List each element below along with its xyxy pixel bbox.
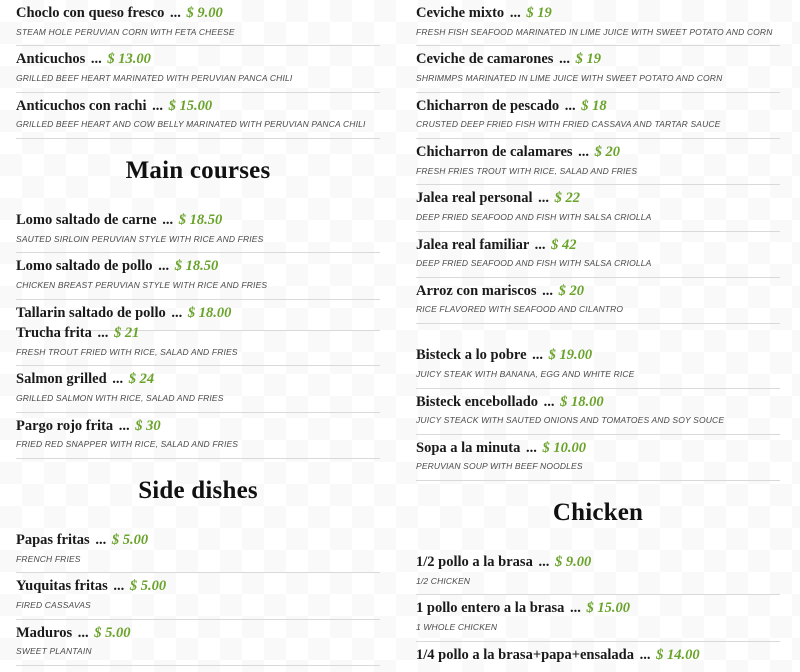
menu-item-separator: ... bbox=[538, 554, 550, 571]
menu-item-line bbox=[16, 50, 380, 70]
menu-item-separator: ... bbox=[532, 347, 543, 364]
menu-item-name: Jalea real familiar bbox=[416, 236, 530, 253]
menu-item-name: Chicharron de calamares bbox=[416, 143, 573, 160]
menu-item-separator: ... bbox=[569, 600, 581, 617]
menu-item bbox=[16, 253, 380, 299]
menu-item-name: Maduros bbox=[16, 624, 73, 641]
menu-item bbox=[16, 0, 380, 46]
menu-item-price: $ 9.00 bbox=[554, 554, 592, 571]
menu-item-description: RICE FLAVORED WITH SEAFOOD AND CILANTRO bbox=[416, 304, 624, 315]
menu-item-separator: ... bbox=[525, 439, 537, 456]
menu-item-price: $ 10.00 bbox=[542, 439, 586, 456]
menu-item-line bbox=[16, 577, 380, 597]
menu-item-description: SWEET PLANTAIN bbox=[16, 646, 92, 657]
menu-item-line bbox=[416, 4, 780, 24]
menu-item-price: $ 20 bbox=[594, 143, 621, 160]
menu-item-price: $ 30 bbox=[135, 417, 161, 434]
menu-item bbox=[416, 46, 780, 92]
menu-item bbox=[416, 435, 780, 481]
menu-item-line bbox=[416, 646, 780, 666]
menu-item-separator: ... bbox=[77, 624, 89, 641]
menu-item-separator: ... bbox=[112, 371, 124, 388]
menu-item-name: 1/4 pollo a la brasa+papa+ensalada bbox=[416, 646, 634, 663]
menu-item-line bbox=[16, 4, 380, 24]
menu-item-line bbox=[16, 624, 380, 644]
menu-item-line bbox=[416, 553, 780, 573]
menu-item-description: FRIED RED SNAPPER WITH RICE, SALAD AND FRIES bbox=[16, 439, 239, 450]
menu-item-price: $ 5.00 bbox=[111, 532, 149, 549]
menu-item bbox=[16, 320, 380, 366]
menu-item bbox=[416, 278, 780, 324]
menu-item-description: FRENCH FRIES bbox=[16, 553, 81, 564]
menu-item-description: GRILLED BEEF HEART AND COW BELLY MARINATED WITH PERUVIAN PANCA CHILI bbox=[16, 119, 366, 130]
menu-item-description: PERUVIAN SOUP WITH BEEF NOODLES bbox=[416, 461, 583, 472]
menu-item-line bbox=[416, 50, 780, 70]
menu-item-price: $ 18.50 bbox=[178, 211, 223, 228]
menu-item-separator: ... bbox=[578, 143, 590, 160]
menu-item-name: Ceviche mixto bbox=[416, 5, 505, 21]
menu-item-separator: ... bbox=[113, 578, 125, 595]
menu-item-price: $ 19 bbox=[526, 5, 552, 21]
menu-item-separator: ... bbox=[534, 236, 546, 253]
menu-item-name: Trucha frita bbox=[16, 325, 92, 342]
menu-item-name: Bisteck a lo pobre bbox=[416, 347, 527, 364]
menu-item-name: Anticuchos bbox=[16, 51, 86, 68]
section-spacer bbox=[416, 324, 780, 342]
menu-item-separator: ... bbox=[564, 97, 576, 114]
menu-item-separator: ... bbox=[538, 190, 550, 207]
menu-item-price: $ 9.00 bbox=[186, 5, 223, 21]
menu-item-line bbox=[416, 346, 780, 366]
menu-item-description: FRESH FRIES TROUT WITH RICE, SALAD AND FRIES bbox=[416, 165, 638, 176]
menu-item-line bbox=[416, 189, 780, 209]
menu-item-name: Papas fritas bbox=[16, 532, 90, 549]
menu-item-name: Lomo saltado de pollo bbox=[16, 258, 153, 275]
menu-item-separator: ... bbox=[162, 211, 174, 228]
menu-item-name: Sopa a la minuta bbox=[416, 439, 521, 456]
menu-item-separator: ... bbox=[509, 5, 521, 21]
menu-item bbox=[416, 139, 780, 185]
menu-item-name: 1/2 pollo a la brasa bbox=[416, 554, 533, 571]
menu-item-description: SHRIMMPS MARINATED IN LIME JUICE WITH SWEET POTATO AND CORN bbox=[416, 72, 723, 83]
menu-item-price: $ 18.00 bbox=[560, 393, 604, 410]
menu-item-line bbox=[16, 531, 380, 551]
menu-column-right bbox=[400, 0, 800, 663]
menu-item-price: $ 42 bbox=[551, 236, 577, 253]
menu-item-separator: ... bbox=[118, 417, 130, 434]
menu-item-description: JUICY STEAK WITH BANANA, EGG AND WHITE RICE bbox=[416, 368, 635, 379]
menu-item-price: $ 24 bbox=[128, 371, 155, 388]
menu-item bbox=[16, 46, 380, 92]
menu-item-name: Salmon grilled bbox=[16, 371, 107, 388]
menu-item-line bbox=[16, 370, 380, 390]
menu-item-line bbox=[416, 282, 780, 302]
menu-item bbox=[416, 389, 780, 435]
menu-item-description: GRILLED BEEF HEART MARINATED WITH PERUVIAN PANCA CHILI bbox=[16, 72, 293, 83]
menu-item-name: Choclo con queso fresco bbox=[16, 5, 165, 21]
menu-item-description: 1 WHOLE CHICKEN bbox=[416, 622, 498, 632]
menu-item-description: 1/2 CHICKEN bbox=[416, 575, 471, 586]
section-title-main-courses: Main courses bbox=[125, 156, 271, 184]
section-title-side-dishes: Side dishes bbox=[138, 477, 258, 505]
menu-item-line bbox=[416, 143, 780, 163]
menu-item bbox=[416, 232, 780, 278]
menu-item-price: $ 13.00 bbox=[107, 51, 151, 68]
menu-item bbox=[416, 93, 780, 139]
menu-item-price: $ 21 bbox=[113, 325, 140, 342]
menu-item bbox=[16, 413, 380, 459]
menu-item bbox=[416, 0, 780, 46]
menu-item-name: Pargo rojo frita bbox=[16, 417, 114, 434]
menu-item-line bbox=[416, 393, 780, 413]
menu-item-price: $ 19 bbox=[575, 51, 601, 68]
menu-item-name: 1 pollo entero a la brasa bbox=[416, 600, 565, 617]
menu-item-description: FRESH TROUT FRIED WITH RICE, SALAD AND FRIES bbox=[16, 346, 238, 357]
menu-item-price: $ 15.00 bbox=[168, 97, 213, 114]
menu-item bbox=[16, 366, 380, 412]
menu-item-line bbox=[16, 257, 380, 277]
menu-item-line bbox=[16, 211, 380, 231]
section-title-chicken: Chicken bbox=[552, 499, 644, 527]
menu-item-description: DEEP FRIED SEAFOOD AND FISH WITH SALSA CRIOLLA bbox=[416, 258, 652, 269]
menu-item-name: Ceviche de camarones bbox=[416, 51, 554, 68]
menu-item-name: Arroz con mariscos bbox=[416, 282, 537, 299]
menu-item-line bbox=[416, 236, 780, 256]
menu-item-line bbox=[416, 599, 780, 619]
menu-item-separator: ... bbox=[542, 282, 554, 299]
menu-item-separator: ... bbox=[97, 325, 109, 342]
menu-item-description: JUICY STEACK WITH SAUTED ONIONS AND TOMATOES AND SOY SOUCE bbox=[416, 415, 725, 426]
menu-item-price: $ 18.00 bbox=[187, 304, 232, 321]
menu-item-price: $ 5.00 bbox=[129, 578, 167, 595]
menu-item bbox=[16, 93, 380, 139]
menu-item-separator: ... bbox=[152, 97, 163, 114]
menu-item-name: Lomo saltado de carne bbox=[16, 211, 157, 228]
menu-item bbox=[416, 342, 780, 388]
menu-item-separator: ... bbox=[90, 51, 102, 68]
menu-item-description: STEAM HOLE PERUVIAN CORN WITH FETA CHEESE bbox=[16, 26, 235, 37]
menu-item-price: $ 5.00 bbox=[94, 624, 131, 641]
menu-item-name: Yuquitas fritas bbox=[16, 578, 108, 595]
menu-item-price: $ 18 bbox=[581, 97, 607, 114]
menu-item-description: DEEP FRIED SEAFOOD AND FISH WITH SALSA CRIOLLA bbox=[416, 211, 652, 222]
menu-item-separator: ... bbox=[95, 532, 107, 549]
menu-item-name: Jalea real personal bbox=[416, 190, 533, 207]
menu-item-name: Bisteck encebollado bbox=[416, 393, 539, 410]
menu-item-separator: ... bbox=[158, 258, 170, 275]
menu-item-description: CRUSTED DEEP FRIED FISH WITH FRIED CASSAVA AND TARTAR SAUCE bbox=[416, 119, 721, 130]
menu-item-name: Anticuchos con rachi bbox=[16, 97, 147, 114]
menu-item-description: FRESH FISH SEAFOOD MARINATED IN LIME JUICE WITH SWEET POTATO AND CORN bbox=[416, 26, 773, 37]
menu-item-separator: ... bbox=[169, 5, 181, 21]
menu-item-price: $ 18.50 bbox=[174, 258, 219, 275]
menu-item-name: Tallarin saltado de pollo bbox=[16, 304, 166, 321]
menu-item bbox=[16, 527, 380, 573]
menu-item-description: FIRED CASSAVAS bbox=[16, 599, 91, 610]
menu-item bbox=[16, 207, 380, 253]
menu-item-description: GRILLED SALMON WITH RICE, SALAD AND FRIES bbox=[16, 393, 224, 403]
menu-item-separator: ... bbox=[559, 51, 570, 68]
menu-item bbox=[416, 595, 780, 641]
menu-item-description: CHICKEN BREAST PERUVIAN STYLE WITH RICE AND FRIES bbox=[16, 279, 268, 290]
menu-item bbox=[416, 185, 780, 231]
menu-item bbox=[416, 642, 780, 672]
menu-item-price: $ 20 bbox=[558, 282, 585, 299]
menu-item-description: SAUTED SIRLOIN PERUVIAN STYLE WITH RICE AND FRIES bbox=[16, 233, 264, 244]
menu-item-separator: ... bbox=[543, 393, 555, 410]
menu-item-name: Chicharron de pescado bbox=[416, 97, 560, 114]
menu-item bbox=[416, 549, 780, 595]
menu-item-line bbox=[416, 97, 780, 117]
menu-item-price: $ 14.00 bbox=[656, 646, 700, 663]
menu-item-line bbox=[16, 324, 380, 344]
menu-item-line bbox=[16, 417, 380, 437]
menu-item-separator: ... bbox=[171, 304, 183, 321]
menu-item-price: $ 22 bbox=[554, 190, 581, 207]
menu-item bbox=[16, 620, 380, 666]
menu-item-line bbox=[416, 439, 780, 459]
menu-item-price: $ 19.00 bbox=[548, 347, 593, 364]
menu-item bbox=[16, 573, 380, 619]
menu-item-separator: ... bbox=[639, 646, 651, 663]
menu-item-line bbox=[16, 97, 380, 117]
menu-column-left bbox=[0, 0, 400, 657]
menu-item-price: $ 15.00 bbox=[586, 600, 630, 617]
